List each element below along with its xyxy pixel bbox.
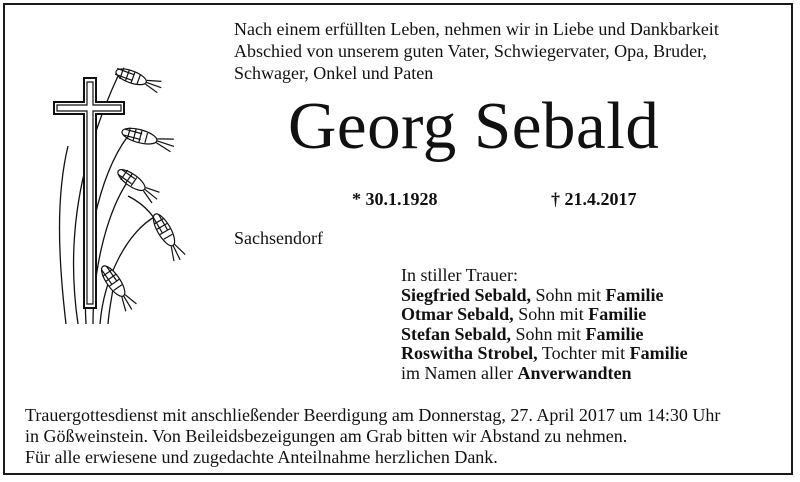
mourner-relation: Tochter mit xyxy=(537,343,630,364)
mourner-name: Roswitha Strobel, xyxy=(401,343,538,364)
mourners-closing xyxy=(401,364,688,384)
mourner-name: Siegfried Sebald, xyxy=(401,284,532,305)
intro-line: Schwager, Onkel und Paten xyxy=(234,63,434,83)
mourner-relation: Sohn mit xyxy=(513,304,589,325)
home-place: Sachsendorf xyxy=(234,228,323,248)
mourner-name: Otmar Sebald, xyxy=(401,304,514,325)
deceased-name: Georg Sebald xyxy=(288,89,660,163)
mourner-family: Familie xyxy=(629,343,688,364)
intro-line: Nach einem erfüllten Leben, nehmen wir in Liebe und Dankbarkeit xyxy=(234,19,719,39)
footer-line: Für alle erwiesene und zugedachte Anteilnahme herzlichen Dank. xyxy=(25,447,498,467)
mourner-relation: Sohn mit xyxy=(531,284,606,305)
mourners-heading: In stiller Trauer: xyxy=(401,265,518,285)
footer-text xyxy=(25,405,720,468)
death-date: † 21.4.2017 xyxy=(551,189,637,209)
cross-with-wheat-icon xyxy=(38,56,208,326)
intro-text xyxy=(234,18,794,84)
footer-line: in Gößweinstein. Von Beileidsbezeigungen am Grab bitten wir Abstand zu nehmen. xyxy=(25,426,628,446)
closing-bold: Anverwandten xyxy=(517,362,632,383)
mourner-name: Stefan Sebald, xyxy=(401,323,512,344)
mourner-entry xyxy=(401,344,688,364)
closing-prefix: im Namen aller xyxy=(401,362,518,383)
mourner-family: Familie xyxy=(605,284,664,305)
mourner-entry xyxy=(401,325,688,345)
mourner-family: Familie xyxy=(585,323,644,344)
footer-line: Trauergottesdienst mit anschließender Beerdigung am Donnerstag, 27. April 2017 um 14:30 Uhr xyxy=(25,405,721,425)
mourner-entry xyxy=(401,305,688,325)
intro-line: Abschied von unserem guten Vater, Schwiegervater, Opa, Bruder, xyxy=(234,41,707,61)
mourner-entry xyxy=(401,286,688,306)
mourner-family: Familie xyxy=(588,304,647,325)
mourners-list xyxy=(401,266,688,384)
mourner-relation: Sohn mit xyxy=(511,323,586,344)
birth-date: * 30.1.1928 xyxy=(352,189,438,209)
